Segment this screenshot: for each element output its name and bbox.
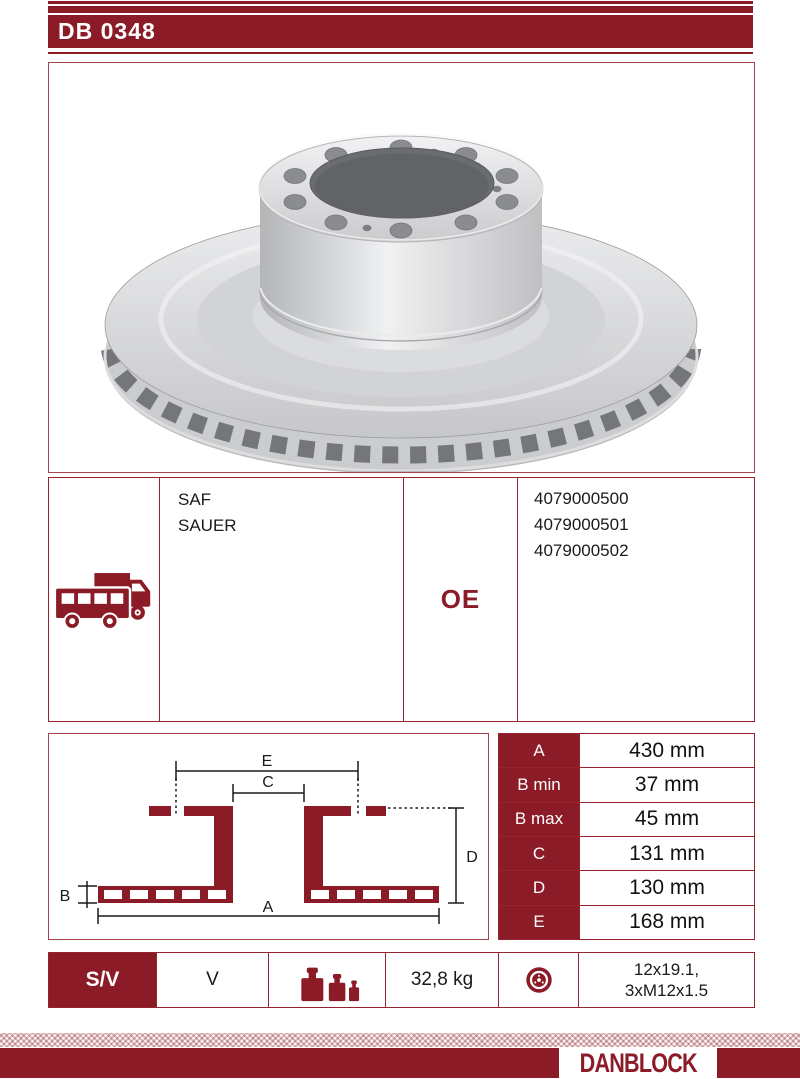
header-stripe-thin: [48, 1, 753, 4]
oe-label: OE: [440, 584, 481, 614]
dim-value: 168 mm: [580, 905, 755, 939]
dim-label: E: [499, 905, 580, 939]
dim-label: B min: [499, 768, 580, 802]
hatch-stripe: [0, 1033, 800, 1047]
vented-code-cell: V: [157, 953, 269, 1007]
table-row: [499, 836, 755, 870]
spec-row: [48, 952, 755, 1008]
brand-logo: [559, 1048, 717, 1078]
dim-value: 130 mm: [580, 871, 755, 905]
weight-value: 32,8 kg: [386, 953, 499, 1007]
dim-value: 131 mm: [580, 836, 755, 870]
diagram-label-c: C: [262, 774, 274, 791]
title-bar: [48, 15, 753, 48]
brake-disc-image: [49, 63, 754, 472]
dim-label: A: [499, 734, 580, 768]
table-row: [499, 768, 755, 802]
brand-logo-text: DANBLOCK: [579, 1047, 697, 1078]
oe-number: 4079000502: [534, 541, 629, 560]
dim-label: C: [499, 836, 580, 870]
dimensions-table: [498, 733, 755, 940]
diagram-label-b: B: [59, 888, 71, 905]
truck-bus-icon: [52, 567, 156, 633]
page-title: DB 0348: [58, 18, 156, 44]
dim-label: B max: [499, 802, 580, 836]
applications-table: [48, 477, 755, 722]
dim-label: D: [499, 871, 580, 905]
fitting-line: 3xM12x1.5: [624, 981, 709, 1000]
diagram-label-e: E: [261, 753, 273, 770]
oe-number: 4079000500: [534, 489, 629, 508]
table-row: [499, 905, 755, 939]
fitting-line: 12x19.1,: [633, 960, 700, 979]
brand-name: SAF: [178, 490, 212, 509]
dimension-diagram: [49, 734, 488, 939]
diagram-label-d: D: [466, 849, 478, 866]
dimension-diagram-frame: [48, 733, 489, 940]
diagram-label-a: A: [262, 899, 274, 916]
footer-bar: [0, 1048, 800, 1078]
sv-cell: S/V: [49, 953, 157, 1007]
oe-numbers-cell: [518, 478, 754, 721]
dim-value: 430 mm: [580, 734, 755, 768]
header-stripe-thick: [48, 6, 753, 13]
dim-value: 45 mm: [580, 802, 755, 836]
table-row: [499, 871, 755, 905]
table-row: [499, 802, 755, 836]
hub-icon-cell: [499, 953, 579, 1007]
table-row: [499, 734, 755, 768]
fitting-cell: [579, 953, 754, 1007]
weight-icon-cell: [269, 953, 386, 1007]
header-rule: [48, 52, 753, 54]
oe-cell: [404, 478, 518, 721]
weights-icon: [294, 957, 360, 1003]
wheel-hub-icon: [523, 964, 555, 996]
brands-cell: [160, 478, 404, 721]
dim-value: 37 mm: [580, 768, 755, 802]
brand-name: SAUER: [178, 516, 237, 535]
vehicle-type-cell: [49, 478, 160, 721]
oe-number: 4079000501: [534, 515, 629, 534]
product-image-frame: [48, 62, 755, 473]
